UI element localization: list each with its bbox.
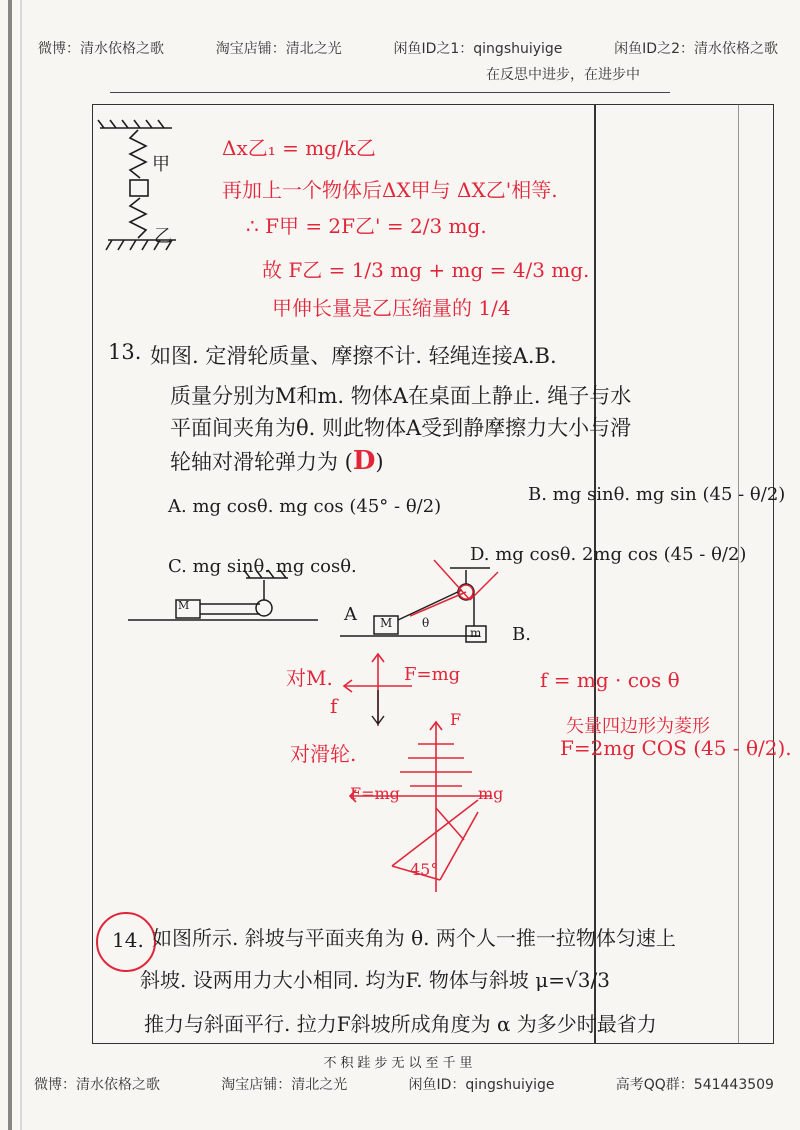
sol-f-eq-mg: F=mg [404,664,461,685]
q13-number: 13. [108,340,142,364]
q13-option-a: A. mg cosθ. mg cos (45° - θ/2) [168,496,442,517]
header-slogan: 在反思中进步，在进步中 [486,67,640,83]
q13-text-line4: 轮轴对滑轮弹力为 (D) [170,446,384,476]
sol-f-label: f [330,694,338,718]
sol-F-result: F=2mg COS (45 - θ/2). [560,736,792,760]
footer-watermark [34,1074,774,1094]
footer-xianyu: 闲鱼ID：qingshuiyige [408,1077,555,1093]
q13-option-d: D. mg cosθ. 2mg cos (45 - θ/2) [470,544,747,565]
sol-F-label: F [450,710,462,729]
q14-text-line3: 推力与斜面平行. 拉力F斜坡所成角度为 α 为多少时最省力 [144,1012,657,1036]
fig2-label-b: B. [512,624,531,645]
spring-upper-label: 甲 [152,154,170,175]
q14-number: 14. [112,928,144,952]
footer-weibo: 微博：清水依格之歌 [34,1077,160,1093]
prev-solution-line2: 再加上一个物体后ΔX甲与 ΔX乙'相等. [222,178,558,202]
fig2-block-m: M [380,616,393,630]
sol-dui-pulley: 对滑轮. [290,742,357,766]
sol-angle45: 45° [410,860,439,879]
q13-text-line2: 质量分别为M和m. 物体A在桌面上静止. 绳子与水 [170,384,632,408]
sol-F-mg: F=mg [350,784,400,803]
header-rule [110,92,670,93]
footer-taobao: 淘宝店铺：清北之光 [221,1077,348,1093]
sol-f-result: f = mg · cos θ [540,668,680,692]
margin-column-line [594,104,596,1044]
prev-solution-line1: Δx乙₁ = mg/k乙 [222,136,376,160]
q13-text-line3: 平面间夹角为θ. 则此物体A受到静摩擦力大小与滑 [170,416,632,440]
prev-solution-line5: 甲伸长量是乙压缩量的 1/4 [272,296,511,320]
fig2-block-b: m [470,626,482,640]
header-weibo: 微博：清水依格之歌 [38,41,164,57]
q14-text-line1: 如图所示. 斜坡与平面夹角为 θ. 两个人一推一拉物体匀速上 [152,926,676,950]
header-xianyu1: 闲鱼ID之1：qingshuiyige [393,41,563,57]
fig2-theta: θ [422,616,430,630]
header-watermark [38,38,778,58]
q13-text-line1: 如图. 定滑轮质量、摩擦不计. 轻绳连接A.B. [150,344,557,368]
fig2-label-a: A [344,604,357,625]
page-binding-edge [8,0,12,1130]
margin-column-line-right [738,104,739,1044]
sol-mg-label: mg [478,784,504,803]
sol-dui-m: 对M. [286,666,333,690]
q13-answer: D [352,446,376,476]
q13-option-c: C. mg sinθ. mg cosθ. [168,556,357,577]
footer-motto: 不积跬步无以至千里 [323,1056,477,1071]
header-xianyu2: 闲鱼ID之2：清水依格之歌 [614,41,778,57]
footer-qq: 高考QQ群：541443509 [615,1077,774,1093]
page-binding-edge-inner [20,0,22,1130]
fig1-block-label: M [178,599,190,612]
header-taobao: 淘宝店铺：清北之光 [215,41,342,57]
prev-solution-line3: ∴ F甲 = 2F乙' = 2/3 mg. [246,214,487,238]
prev-solution-line4: 故 F乙 = 1/3 mg + mg = 4/3 mg. [262,258,590,282]
sol-rhombus: 矢量四边形为菱形 [566,716,710,737]
q14-text-line2: 斜坡. 设两用力大小相同. 均为F. 物体与斜坡 μ=√3/3 [140,968,610,992]
spring-lower-label: 乙 [154,226,172,247]
q13-option-b: B. mg sinθ. mg sin (45 - θ/2) [528,484,786,505]
